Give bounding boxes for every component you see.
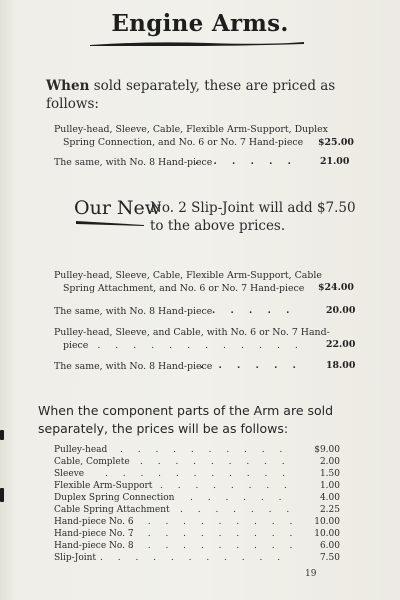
binding-mark bbox=[0, 488, 4, 502]
item-description-cont: piece . . . . . . . . . . . . bbox=[63, 340, 304, 351]
list-item: Cable, Complete bbox=[54, 457, 130, 467]
item-price: 21.00 bbox=[320, 156, 350, 167]
page-title: Engine Arms. bbox=[111, 10, 289, 37]
item-price: 22.00 bbox=[326, 339, 356, 350]
item-description: The same, with No. 8 Hand-piece bbox=[54, 306, 213, 317]
leader-dots: . . . . . bbox=[212, 305, 296, 316]
leader-dots: . . . . . . . . . . bbox=[130, 517, 299, 527]
binding-mark bbox=[0, 430, 4, 440]
leader-dots: . . . . . . . . bbox=[160, 481, 293, 491]
components-heading: When the component parts of the Arm are sold separately, the prices will be as follows: bbox=[38, 403, 334, 436]
slip-joint-text: No. 2 Slip-Joint will add $7.50 to the above prices. bbox=[150, 200, 356, 234]
list-item: Duplex Spring Connection bbox=[54, 493, 175, 503]
list-item-price: 2.25 bbox=[319, 505, 340, 515]
intro-text bbox=[46, 77, 346, 113]
item-description-cont: Spring Connection, and No. 6 or No. 7 Hand-piece bbox=[63, 137, 304, 148]
list-item-price: 2.00 bbox=[319, 457, 340, 467]
item-description: Pulley-head, Sleeve, Cable, Flexible Arm-Support, Cable bbox=[54, 270, 322, 281]
leader-dots: . . . . . . . . . . bbox=[120, 445, 289, 455]
list-item-price: 1.00 bbox=[319, 481, 340, 491]
list-item: Flexible Arm-Support bbox=[54, 481, 153, 491]
list-item: Hand-piece No. 6 bbox=[54, 517, 134, 527]
list-item-price: 10.00 bbox=[314, 529, 340, 539]
leader-dots: . . . . . . bbox=[190, 493, 288, 503]
price-line bbox=[54, 123, 328, 149]
price-line bbox=[54, 269, 322, 295]
title-underline-ornament bbox=[88, 40, 306, 48]
price-line bbox=[54, 305, 212, 318]
leader-dots: . . . . . . . . . . bbox=[130, 541, 299, 551]
page-number: 19 bbox=[305, 569, 317, 579]
leader-dots: . . . . . . . . . . bbox=[130, 529, 299, 539]
list-item: Hand-piece No. 7 bbox=[54, 529, 134, 539]
leader-dots: . . . . . . bbox=[195, 156, 297, 167]
arrow-ornament bbox=[74, 218, 146, 228]
item-description-cont: Spring Attachment, and No. 6 or No. 7 Hand-piece bbox=[63, 283, 305, 294]
item-price: $24.00 bbox=[318, 282, 354, 293]
intro-first-word: When bbox=[46, 78, 90, 94]
item-description: The same, with No. 8 Hand-piece bbox=[54, 361, 213, 372]
item-description: Pulley-head, Sleeve, and Cable, with No. 6 or No. 7 Hand- bbox=[54, 327, 330, 338]
price-line bbox=[54, 360, 212, 373]
leader-dots: . . . . . . . . . . . bbox=[100, 553, 287, 563]
item-price: 20.00 bbox=[326, 305, 356, 316]
leader-dots: . . . . . . . . . bbox=[140, 457, 291, 467]
list-item-price: 7.50 bbox=[319, 553, 340, 563]
leader-dots: . . . . . . . bbox=[180, 505, 296, 515]
list-item: Hand-piece No. 8 bbox=[54, 541, 134, 551]
list-item-price: 1.50 bbox=[319, 469, 340, 479]
leader-dots: . . . . . . . . . . . bbox=[105, 469, 292, 479]
list-item-price: 10.00 bbox=[314, 517, 340, 527]
item-price: 18.00 bbox=[326, 360, 356, 371]
list-item-price: 6.00 bbox=[319, 541, 340, 551]
list-item-price: 4.00 bbox=[319, 493, 340, 503]
item-price: $25.00 bbox=[318, 137, 354, 148]
item-description: Pulley-head, Sleeve, Cable, Flexible Arm-Support, Duplex bbox=[54, 124, 328, 135]
intro-body: sold separately, these are priced as follows: bbox=[46, 78, 336, 112]
list-item-price: $9.00 bbox=[314, 445, 340, 455]
list-item: Sleeve bbox=[54, 469, 85, 479]
price-line bbox=[54, 156, 212, 169]
item-description: The same, with No. 8 Hand-piece bbox=[54, 157, 213, 168]
list-item: Pulley-head bbox=[54, 445, 108, 455]
list-item: Slip-Joint bbox=[54, 553, 97, 563]
slip-joint-heading: Our New bbox=[74, 197, 162, 219]
leader-dots: . . . . . . bbox=[200, 360, 302, 371]
list-item: Cable Spring Attachment bbox=[54, 505, 170, 515]
price-line bbox=[54, 326, 330, 352]
